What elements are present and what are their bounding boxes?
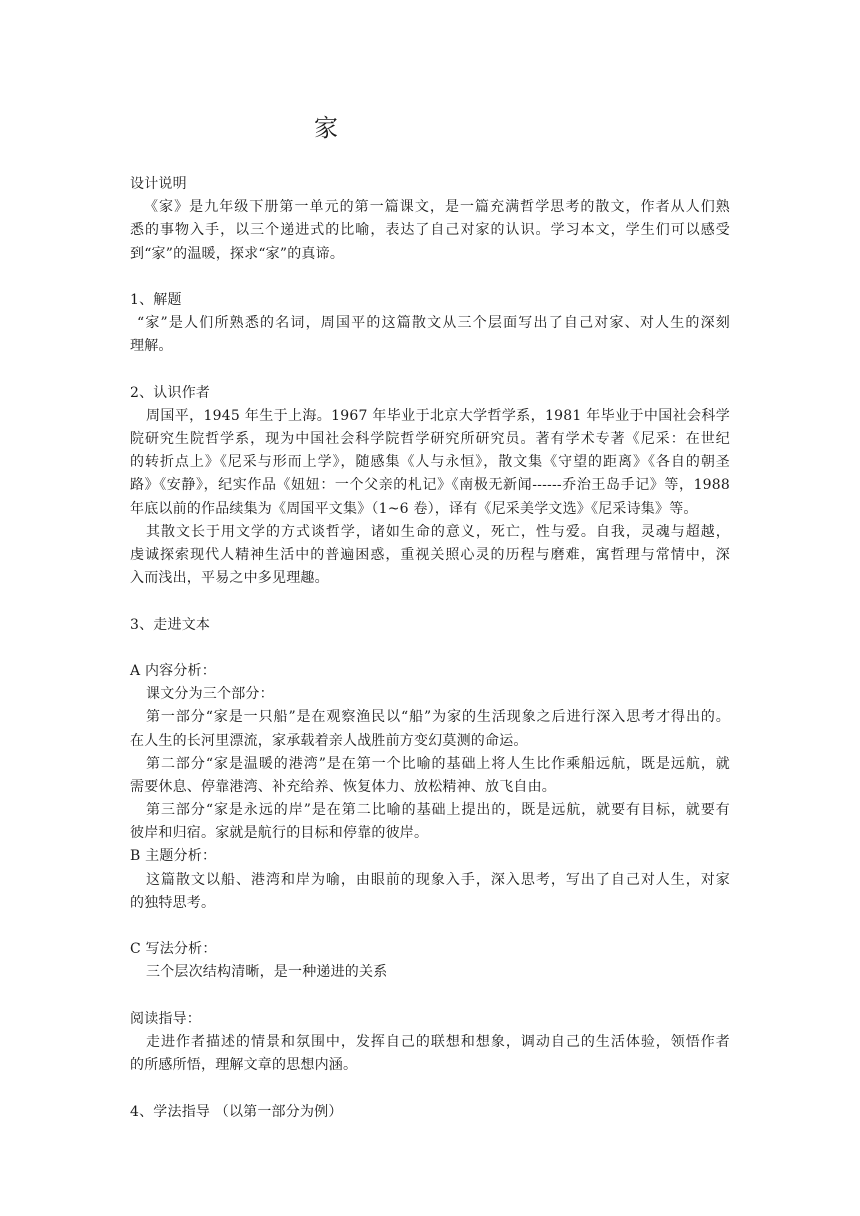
paragraph-line: 路》《安静》，纪实作品《妞妞：一个父亲的札记》《南极无新闻------乔治王岛手记》等，1988 [130,477,730,494]
paragraph-line: 第二部分“家是温暖的港湾”是在第一个比喻的基础上将人生比作乘船远航，既是远航，就 [146,755,730,772]
paragraph-line: 悉的事物入手，以三个递进式的比喻，表达了自己对家的认识。学习本文，学生们可以感受 [130,222,730,239]
paragraph-line: “家”是人们所熟悉的名词，周国平的这篇散文从三个层面写出了自己对家、对人生的深刻 [137,315,730,332]
paragraph-line: 其散文长于用文学的方式谈哲学，诸如生命的意义，死亡，性与爱。自我，灵魂与超越， [146,523,730,540]
paragraph-line: 院研究生院哲学系，现为中国社会科学院哲学研究所研究员。著有学术专著《尼采：在世纪 [130,431,730,448]
section-2-heading: 2、认识作者 [130,384,211,401]
reading-guide-heading: 阅读指导： [130,1010,201,1027]
subsection-c-heading: C 写法分析： [130,941,217,958]
paragraph-line: 到“家”的温暖，探求“家”的真谛。 [130,245,345,262]
paragraph-line: 在人生的长河里漂流，家承载着亲人战胜前方变幻莫测的命运。 [130,732,528,749]
paragraph-line: 第三部分“家是永远的岸”是在第二比喻的基础上提出的，既是远航，就要有目标，就要有 [146,802,730,819]
paragraph-line: 的所感所悟，理解文章的思想内涵。 [130,1057,358,1074]
paragraph-line: 理解。 [130,338,173,355]
paragraph-line: 三个层次结构清晰，是一种递进的关系 [146,964,388,981]
section-1-heading: 1、解题 [130,291,182,308]
paragraph-line: 走进作者描述的情景和氛围中，发挥自己的联想和想象，调动自己的生活体验，领悟作者 [146,1033,730,1050]
paragraph-line: 入而浅出，平易之中多见理趣。 [130,570,329,587]
paragraph-line: 年底以前的作品续集为《周国平文集》（1~6 卷），译有《尼采美学文选》《尼采诗集》等。 [130,500,698,517]
document-body [130,173,730,1124]
paragraph-line: 周国平，1945 年生于上海。1967 年毕业于北京大学哲学系，1981 年毕业于中国社会科学 [146,407,730,424]
paragraph-line: 这篇散文以船、港湾和岸为喻，由眼前的现象入手，深入思考，写出了自己对人生，对家 [146,871,730,888]
subsection-a-heading: A 内容分析： [130,662,216,679]
section-3-heading: 3、走进文本 [130,616,211,633]
paragraph-line: 虔诚探索现代人精神生活中的普遍困惑，重视关照心灵的历程与磨难，寓哲理与常情中，深 [130,547,730,563]
paragraph-line: 的转折点上》《尼采与形而上学》，随感集《人与永恒》，散文集《守望的距离》《各自的朝圣 [130,454,730,471]
subsection-b-heading: B 主题分析： [130,848,217,865]
paragraph-line: 《家》是九年级下册第一单元的第一篇课文，是一篇充满哲学思考的散文，作者从人们熟 [144,199,730,216]
design-heading: 设计说明 [130,176,187,192]
paragraph-line: 课文分为三个部分： [146,686,274,703]
paragraph-line: 第一部分“家是一只船”是在观察渔民以“船”为家的生活现象之后进行深入思考才得出的。 [146,709,730,726]
paragraph-line: 的独特思考。 [130,894,216,911]
paragraph-line: 需要休息、停靠港湾、补充给养、恢复体力、放松精神、放飞自由。 [130,778,556,795]
section-4-heading: 4、学法指导 （以第一部分为例） [130,1103,343,1120]
document-title: 家 [314,114,339,142]
paragraph-line: 彼岸和归宿。家就是航行的目标和停靠的彼岸。 [130,825,429,842]
